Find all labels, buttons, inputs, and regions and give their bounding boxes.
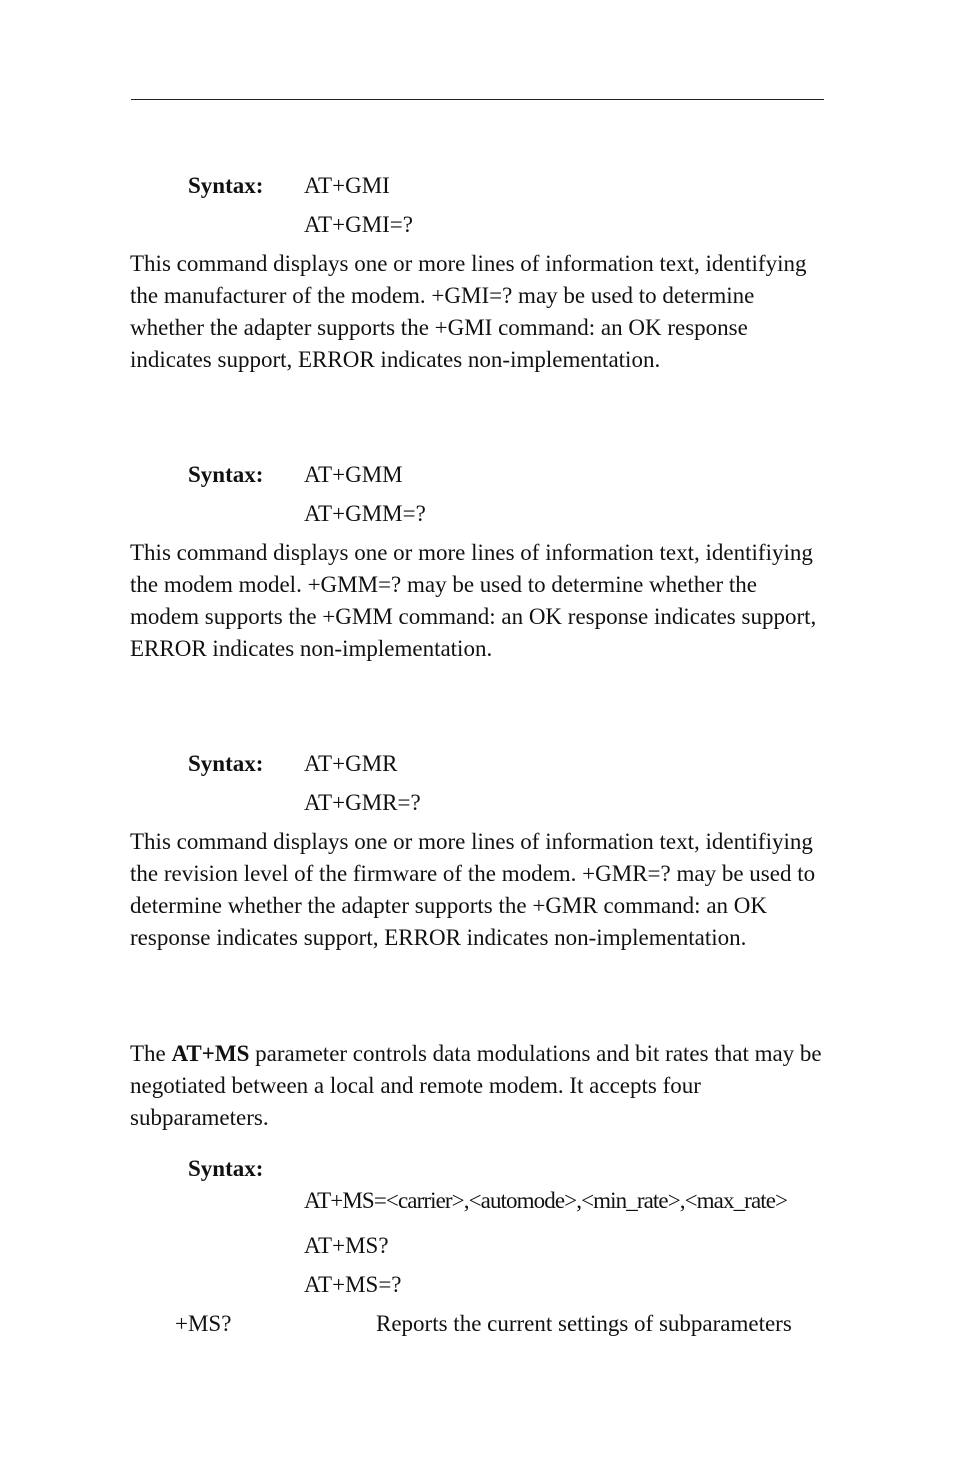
ms-intro-post: parameter controls data modulations and bit rates that may be negotiated between a local and remote modem. It accepts four subparameters. (130, 1041, 822, 1130)
gmm-description: This command displays one or more lines of information text, identifiying the modem model. +GMM=? may be used to determine whether the modem supports the +GMM command: an OK response indicates support, ERROR indicates non-implementation. (130, 540, 817, 661)
ms-intro (130, 1038, 830, 1134)
gmr-command: AT+GMR (304, 751, 398, 776)
gmi-description: This command displays one or more lines of information text, identifying the manufacturer of the modem. +GMI=? may be used to determine whether the adapter supports the +GMI command: an OK response indicates support, ERROR indicates non-implementation. (130, 251, 807, 372)
header-rule (131, 99, 824, 100)
ms-intro-command: AT+MS (171, 1041, 250, 1066)
ms-param-description: Reports the current settings of subparameters (376, 1311, 792, 1336)
gmr-description: This command displays one or more lines of information text, identifiying the revision level of the firmware of the modem. +GMR=? may be used to determine whether the adapter supports the +GMR command: an OK response indicates support, ERROR indicates non-implementation. (130, 829, 816, 950)
gmi-test-command: AT+GMI=? (304, 212, 413, 237)
ms-syntax-label: Syntax: (188, 1156, 264, 1181)
ms-read-command: AT+MS? (304, 1233, 389, 1258)
ms-test-command: AT+MS=? (304, 1272, 402, 1297)
gmm-test-command: AT+GMM=? (304, 501, 426, 526)
ms-param-name: +MS? (175, 1311, 232, 1336)
gmi-command: AT+GMI (304, 173, 390, 198)
gmr-syntax-label: Syntax: (188, 751, 264, 776)
gmm-syntax-label: Syntax: (188, 462, 264, 487)
gmm-command: AT+GMM (304, 462, 403, 487)
ms-set-command: AT+MS=<carrier>,<automode>,<min_rate>,<max_rate> (304, 1188, 788, 1213)
gmr-test-command: AT+GMR=? (304, 790, 421, 815)
gmi-syntax-label: Syntax: (188, 173, 264, 198)
ms-intro-pre: The (130, 1041, 172, 1066)
